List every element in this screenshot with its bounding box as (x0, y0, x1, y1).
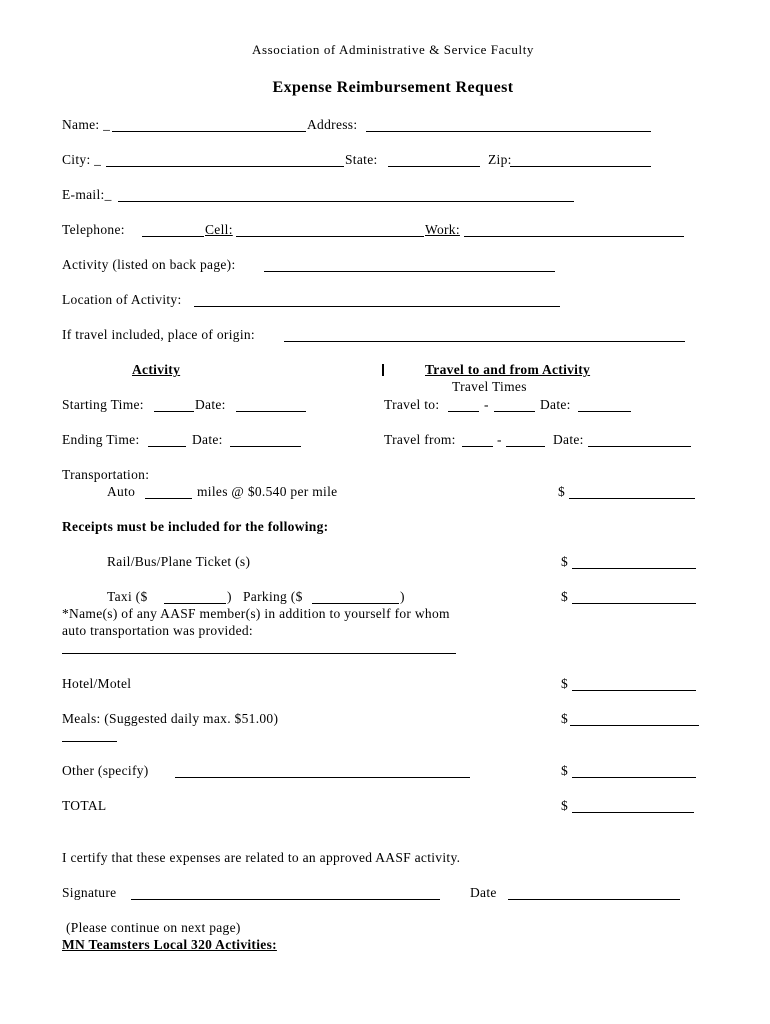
ending-time-label: Ending Time: (62, 432, 140, 447)
travel-from-start-field[interactable] (462, 446, 493, 447)
starting-date-field[interactable] (236, 411, 306, 412)
state-field[interactable] (388, 166, 480, 167)
transportation-label: Transportation: (62, 467, 150, 482)
organization-name: Association of Administrative & Service Faculty (251, 42, 535, 57)
parking-close: ) (400, 589, 405, 604)
travel-times-label: Travel Times (452, 379, 527, 394)
members-note-line1: *Name(s) of any AASF member(s) in addition to yourself for whom (62, 606, 450, 621)
origin-field[interactable] (284, 341, 685, 342)
zip-field[interactable] (510, 166, 651, 167)
column-divider (382, 364, 384, 376)
members-names-field[interactable] (62, 653, 456, 654)
total-amount-field[interactable] (572, 812, 694, 813)
next-page-heading: MN Teamsters Local 320 Activities: (62, 937, 277, 952)
certification-statement: I certify that these expenses are related to an approved AASF activity. (62, 850, 461, 865)
signature-date-field[interactable] (508, 899, 680, 900)
hotel-dollar-sign: $ (561, 676, 569, 691)
ending-time-field[interactable] (148, 446, 186, 447)
origin-label: If travel included, place of origin: (62, 327, 255, 342)
name-label: Name: _ (62, 117, 111, 132)
taxi-close: ) (227, 589, 232, 604)
continue-note: (Please continue on next page) (66, 920, 241, 935)
other-dollar-sign: $ (561, 763, 569, 778)
zip-label: Zip: (488, 152, 512, 167)
travel-to-start-field[interactable] (448, 411, 479, 412)
travel-from-label: Travel from: (384, 432, 456, 447)
members-note-line2: auto transportation was provided: (62, 623, 253, 638)
starting-time-label: Starting Time: (62, 397, 144, 412)
starting-time-field[interactable] (154, 411, 194, 412)
ending-date-label: Date: (192, 432, 223, 447)
city-field[interactable] (106, 166, 344, 167)
meals-label: Meals: (Suggested daily max. $51.00) (62, 711, 279, 726)
meals-amount-field[interactable] (570, 725, 699, 726)
travel-to-date-field[interactable] (578, 411, 631, 412)
taxi-field[interactable] (164, 603, 226, 604)
email-field[interactable] (118, 201, 574, 202)
rail-dollar-sign: $ (561, 554, 569, 569)
activity-heading: Activity (132, 362, 181, 377)
signature-field[interactable] (131, 899, 440, 900)
location-field[interactable] (194, 306, 560, 307)
signature-label: Signature (62, 885, 117, 900)
travel-to-date-label: Date: (540, 397, 571, 412)
total-label: TOTAL (62, 798, 107, 813)
cell-label: Cell: (205, 222, 233, 237)
taxi-parking-dollar-sign: $ (561, 589, 569, 604)
rail-label: Rail/Bus/Plane Ticket (s) (107, 554, 251, 569)
meals-dollar-sign: $ (561, 711, 569, 726)
travel-from-end-field[interactable] (506, 446, 545, 447)
starting-date-label: Date: (195, 397, 226, 412)
auto-amount-field[interactable] (569, 498, 695, 499)
activity-label: Activity (listed on back page): (62, 257, 236, 272)
travel-heading: Travel to and from Activity (425, 362, 591, 377)
signature-date-label: Date (470, 885, 497, 900)
page-title: Expense Reimbursement Request (272, 79, 514, 96)
travel-to-label: Travel to: (384, 397, 440, 412)
cell-field[interactable] (236, 236, 424, 237)
work-field[interactable] (464, 236, 684, 237)
receipts-heading: Receipts must be included for the following: (62, 519, 329, 534)
name-field[interactable] (112, 131, 306, 132)
travel-from-dash: - (497, 432, 502, 447)
parking-label: Parking ($ (243, 589, 303, 604)
meals-extra-field[interactable] (62, 741, 117, 742)
taxi-parking-amount-field[interactable] (572, 603, 696, 604)
auto-dollar-sign: $ (558, 484, 566, 499)
telephone-label: Telephone: (62, 222, 125, 237)
travel-from-date-field[interactable] (588, 446, 691, 447)
address-field[interactable] (366, 131, 651, 132)
auto-label: Auto (107, 484, 136, 499)
activity-field[interactable] (264, 271, 555, 272)
other-amount-field[interactable] (572, 777, 696, 778)
state-label: State: (345, 152, 378, 167)
other-label: Other (specify) (62, 763, 149, 778)
auto-miles-field[interactable] (145, 498, 192, 499)
telephone-field[interactable] (142, 236, 204, 237)
travel-to-end-field[interactable] (494, 411, 535, 412)
travel-from-date-label: Date: (553, 432, 584, 447)
rail-amount-field[interactable] (572, 568, 696, 569)
hotel-amount-field[interactable] (572, 690, 696, 691)
parking-field[interactable] (312, 603, 399, 604)
taxi-label: Taxi ($ (107, 589, 148, 604)
hotel-label: Hotel/Motel (62, 676, 132, 691)
ending-date-field[interactable] (230, 446, 301, 447)
work-label: Work: (425, 222, 460, 237)
travel-to-dash: - (484, 397, 489, 412)
city-label: City: _ (62, 152, 102, 167)
address-label: Address: (307, 117, 358, 132)
auto-rate-label: miles @ $0.540 per mile (197, 484, 338, 499)
location-label: Location of Activity: (62, 292, 182, 307)
other-specify-field[interactable] (175, 777, 470, 778)
total-dollar-sign: $ (561, 798, 569, 813)
email-label: E-mail:_ (62, 187, 112, 202)
